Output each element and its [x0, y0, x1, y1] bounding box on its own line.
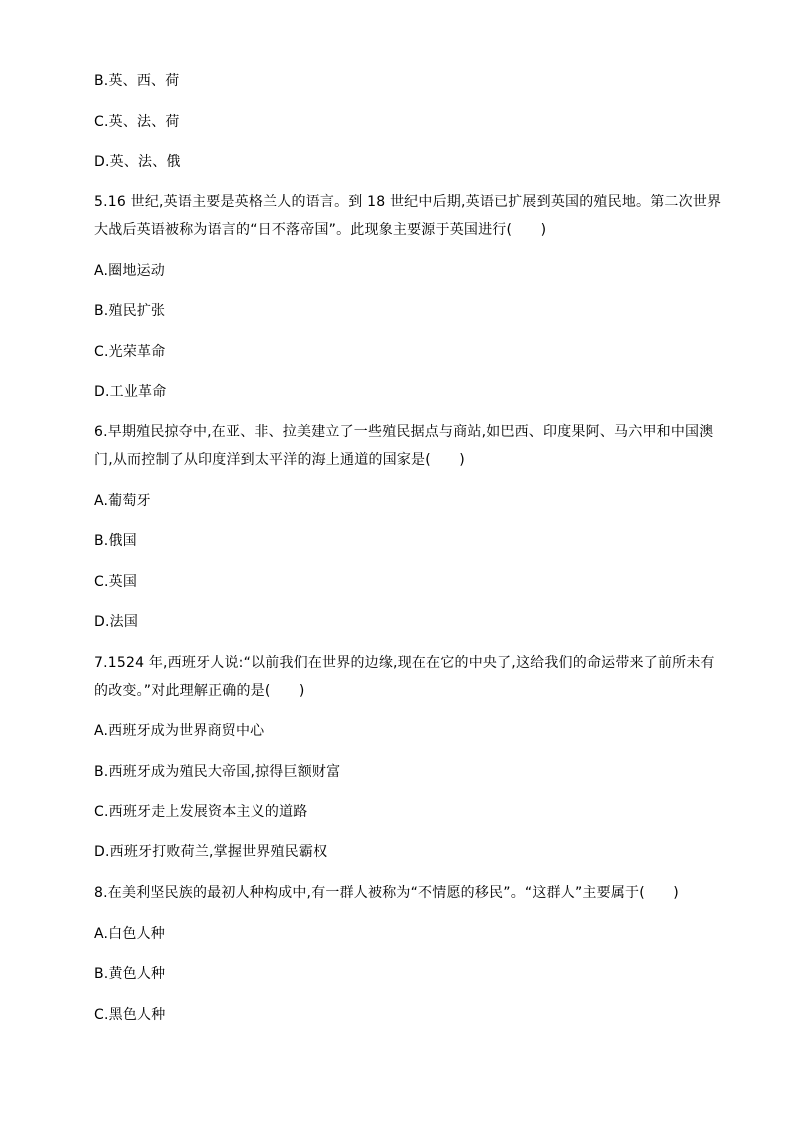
option-c-q4: C.英、法、荷 — [94, 114, 180, 130]
option-a-q8: A.白色人种 — [94, 926, 165, 942]
option-a-q7: A.西班牙成为世界商贸中心 — [94, 723, 265, 739]
question-7-line-1: 7.1524 年,西班牙人说:“以前我们在世界的边缘,现在在它的中央了,这给我们的命运带来了前所未有 — [94, 655, 715, 671]
option-c-q5: C.光荣革命 — [94, 344, 166, 360]
option-c-q8: C.黑色人种 — [94, 1007, 166, 1023]
option-b-q5: B.殖民扩张 — [94, 303, 166, 319]
option-d-q5: D.工业革命 — [94, 384, 167, 400]
option-b-q6: B.俄国 — [94, 533, 137, 549]
option-b-q7: B.西班牙成为殖民大帝国,掠得巨额财富 — [94, 764, 341, 780]
option-d-q7: D.西班牙打败荷兰,掌握世界殖民霸权 — [94, 844, 328, 860]
question-7-line-2: 的改变。”对此理解正确的是( ) — [94, 683, 305, 699]
option-c-q6: C.英国 — [94, 574, 138, 590]
option-b-q8: B.黄色人种 — [94, 966, 166, 982]
question-6-line-1: 6.早期殖民掠夺中,在亚、非、拉美建立了一些殖民据点与商站,如巴西、印度果阿、马六甲和中国澳 — [94, 424, 714, 440]
option-d-q6: D.法国 — [94, 614, 139, 630]
question-6-line-2: 门,从而控制了从印度洋到太平洋的海上通道的国家是( ) — [94, 452, 465, 468]
option-d-q4: D.英、法、俄 — [94, 154, 181, 170]
question-5-line-1: 5.16 世纪,英语主要是英格兰人的语言。到 18 世纪中后期,英语已扩展到英国的殖民地。第二次世界 — [94, 194, 722, 210]
option-c-q7: C.西班牙走上发展资本主义的道路 — [94, 804, 308, 820]
question-5-line-2: 大战后英语被称为语言的“日不落帝国”。此现象主要源于英国进行( ) — [94, 222, 547, 238]
option-a-q6: A.葡萄牙 — [94, 493, 151, 509]
option-a-q5: A.圈地运动 — [94, 263, 165, 279]
question-8-line-1: 8.在美利坚民族的最初人种构成中,有一群人被称为“不情愿的移民”。“这群人”主要属于( ) — [94, 885, 679, 901]
option-b-q4: B.英、西、荷 — [94, 73, 180, 89]
